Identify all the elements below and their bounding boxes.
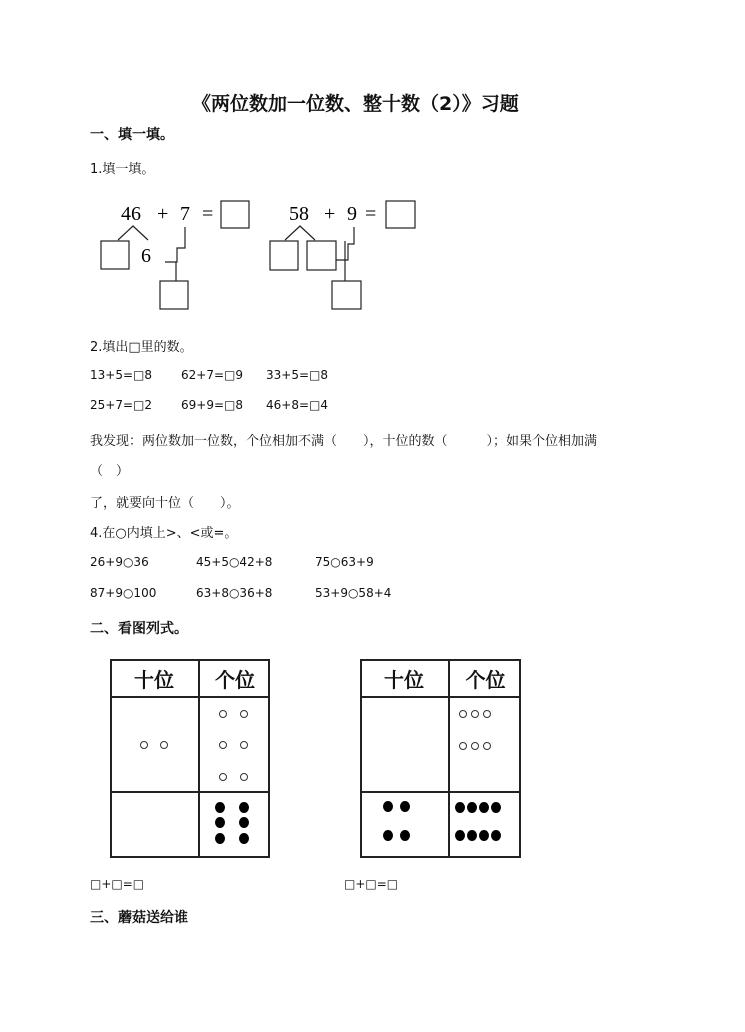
section-3-heading: 三、蘑菇送给谁: [90, 910, 188, 926]
eq2-result-box[interactable]: [332, 281, 361, 309]
eq1-tens-box[interactable]: [101, 241, 129, 269]
filled-dot: [455, 830, 465, 841]
open-dot: [219, 773, 227, 781]
eq2-op: +: [324, 203, 336, 225]
open-dot: [160, 741, 168, 749]
filled-dot: [455, 802, 465, 813]
eq1-op: +: [157, 203, 169, 225]
q2-item: 69+9=□8: [181, 398, 243, 412]
open-dot: [140, 741, 148, 749]
discovery-line-2: （ ）: [90, 464, 130, 479]
ones-header: 个位: [465, 668, 506, 692]
q4-item: 26+9○36: [90, 555, 149, 569]
eq2-answer-box[interactable]: [386, 201, 415, 228]
discovery-line-1: 我发现：两位数加一位数，个位相加不满（ ），十位的数（ ）；如果个位相加满: [90, 434, 598, 449]
q4-item: 75○63+9: [315, 555, 374, 569]
eq2-ones-box[interactable]: [307, 241, 336, 270]
tens-header: 十位: [384, 668, 424, 692]
eq2-eq: =: [365, 203, 377, 225]
open-dot: [471, 710, 479, 718]
open-dot: [483, 742, 491, 750]
eq1-a: 46: [121, 203, 141, 225]
open-dot: [219, 741, 227, 749]
q4-item: 45+5○42+8: [196, 555, 273, 569]
table-1-answer[interactable]: □+□=□: [90, 877, 145, 891]
q4-item: 87+9○100: [90, 586, 157, 600]
open-dot: [240, 710, 248, 718]
filled-dot: [383, 830, 393, 841]
section-1-heading: 一、填一填。: [90, 127, 174, 143]
filled-dot: [467, 802, 477, 813]
filled-dot: [383, 801, 393, 812]
eq1-split-digit: 6: [141, 245, 151, 267]
filled-dot: [239, 802, 249, 813]
place-value-table-2: [360, 659, 521, 858]
q2-item: 33+5=□8: [266, 368, 328, 382]
filled-dot: [400, 830, 410, 841]
filled-dot: [239, 833, 249, 844]
decomposition-diagram: [0, 0, 745, 320]
open-dot: [459, 710, 467, 718]
section-2-heading: 二、看图列式。: [90, 621, 188, 637]
filled-dot: [400, 801, 410, 812]
q2-item: 25+7=□2: [90, 398, 152, 412]
filled-dot: [491, 830, 501, 841]
table-2-answer[interactable]: □+□=□: [344, 877, 399, 891]
page-title: 《两位数加一位数、整十数（2）》习题: [192, 93, 519, 115]
q4-item: 63+8○36+8: [196, 586, 273, 600]
filled-dot: [467, 830, 477, 841]
filled-dot: [479, 802, 489, 813]
eq2-b: 9: [347, 203, 357, 225]
tens-header: 十位: [134, 668, 174, 692]
eq1-result-box[interactable]: [160, 281, 188, 309]
place-value-table-1: [110, 659, 270, 858]
question-2-label: 2.填出□里的数。: [90, 340, 193, 355]
question-1-label: 1.填一填。: [90, 162, 155, 177]
question-4-label: 4.在○内填上>、<或=。: [90, 526, 238, 541]
filled-dot: [215, 802, 225, 813]
q2-item: 13+5=□8: [90, 368, 152, 382]
open-dot: [240, 773, 248, 781]
filled-dot: [215, 833, 225, 844]
q4-item: 53+9○58+4: [315, 586, 392, 600]
q2-item: 62+7=□9: [181, 368, 243, 382]
filled-dot: [239, 817, 249, 828]
filled-dot: [215, 817, 225, 828]
discovery-line-3: 了，就要向十位（ ）。: [90, 496, 240, 511]
eq1-eq: =: [202, 203, 214, 225]
open-dot: [459, 742, 467, 750]
open-dot: [483, 710, 491, 718]
open-dot: [240, 741, 248, 749]
ones-header: 个位: [215, 668, 255, 692]
filled-dot: [491, 802, 501, 813]
eq1-answer-box[interactable]: [221, 201, 249, 228]
q2-item: 46+8=□4: [266, 398, 328, 412]
eq1-b: 7: [180, 203, 190, 225]
open-dot: [471, 742, 479, 750]
eq2-a: 58: [289, 203, 309, 225]
open-dot: [219, 710, 227, 718]
eq2-tens-box[interactable]: [270, 241, 298, 270]
filled-dot: [479, 830, 489, 841]
